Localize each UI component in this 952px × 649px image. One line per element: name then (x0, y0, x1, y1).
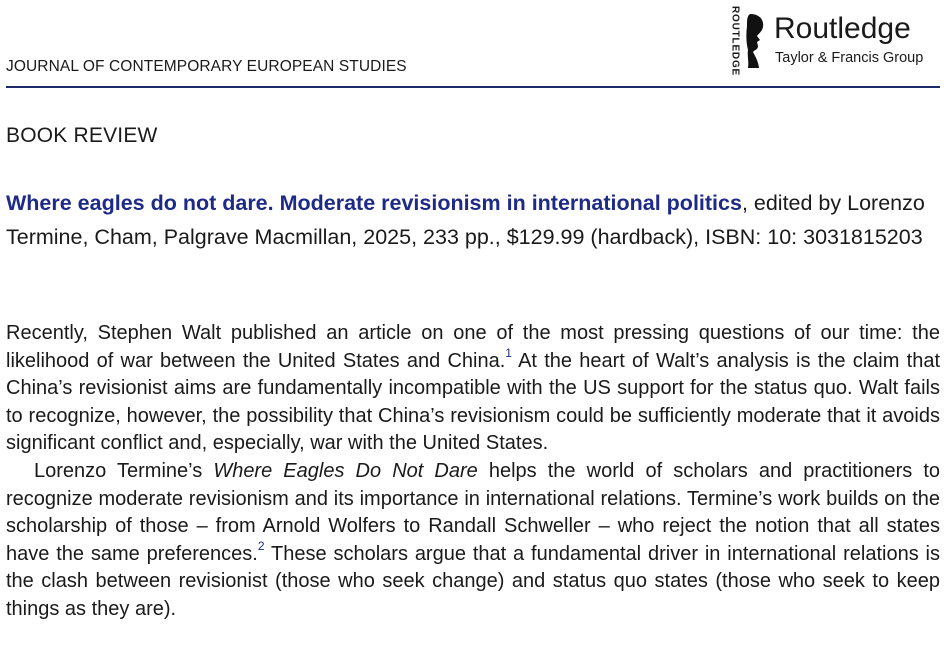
book-reference (6, 186, 940, 254)
publisher-group: Taylor & Francis Group (775, 50, 924, 66)
section-label: BOOK REVIEW (6, 124, 158, 147)
publisher-logo[interactable] (720, 6, 940, 76)
journal-name: JOURNAL OF CONTEMPORARY EUROPEAN STUDIES (6, 58, 407, 75)
routledge-profile-icon (744, 12, 768, 70)
paragraph-2-book-title-italic: Where Eagles Do Not Dare (213, 459, 478, 482)
book-title[interactable]: Where eagles do not dare. Moderate revisionism in international politics (6, 191, 742, 215)
footnote-ref-1[interactable]: 1 (505, 345, 512, 360)
paragraph-2 (6, 458, 940, 624)
header-divider (6, 86, 940, 88)
book-details: , edited by Lorenzo Termine, Cham, Palgrave Macmillan, 2025, 233 pp., $129.99 (hardback), ISBN: 10: 3031815203 (6, 191, 925, 249)
review-body (6, 320, 940, 624)
publisher-name: Routledge (774, 12, 911, 45)
publisher-vertical-wordmark: ROUTLEDGE (729, 6, 741, 76)
footnote-ref-2[interactable]: 2 (257, 539, 265, 554)
paragraph-1-text-b: At the heart of Walt’s analysis is the claim that China’s revisionist aims are fundamentally incompatible with the US support for the status quo. Walt fails to recognize, however, the possibility that China’s revisionism could be sufficiently moderate that it avoids significant conflict and, especially, war with the United States. (6, 349, 940, 455)
paragraph-2-text-c: These scholars argue that a fundamental driver in international relations is the clash between revisionist (those who seek change) and status quo states (those who seek to keep things as they are). (6, 542, 940, 620)
page-header (6, 0, 940, 92)
paragraph-2-text-b: helps the world of scholars and practitioners to recognize moderate revisionism and its importance in international relations. Termine’s work builds on the scholarship of those – from Arnold Wolfers to Randall Schweller – who reject the notion that all states have the same preferences. (6, 459, 941, 565)
paragraph-1-text-a: Recently, Stephen Walt published an article on one of the most pressing questions of our time: the likelihood of war between the United States and China. (6, 322, 940, 372)
paragraph-1 (6, 320, 940, 458)
paragraph-2-text-a: Lorenzo Termine’s (34, 459, 214, 482)
